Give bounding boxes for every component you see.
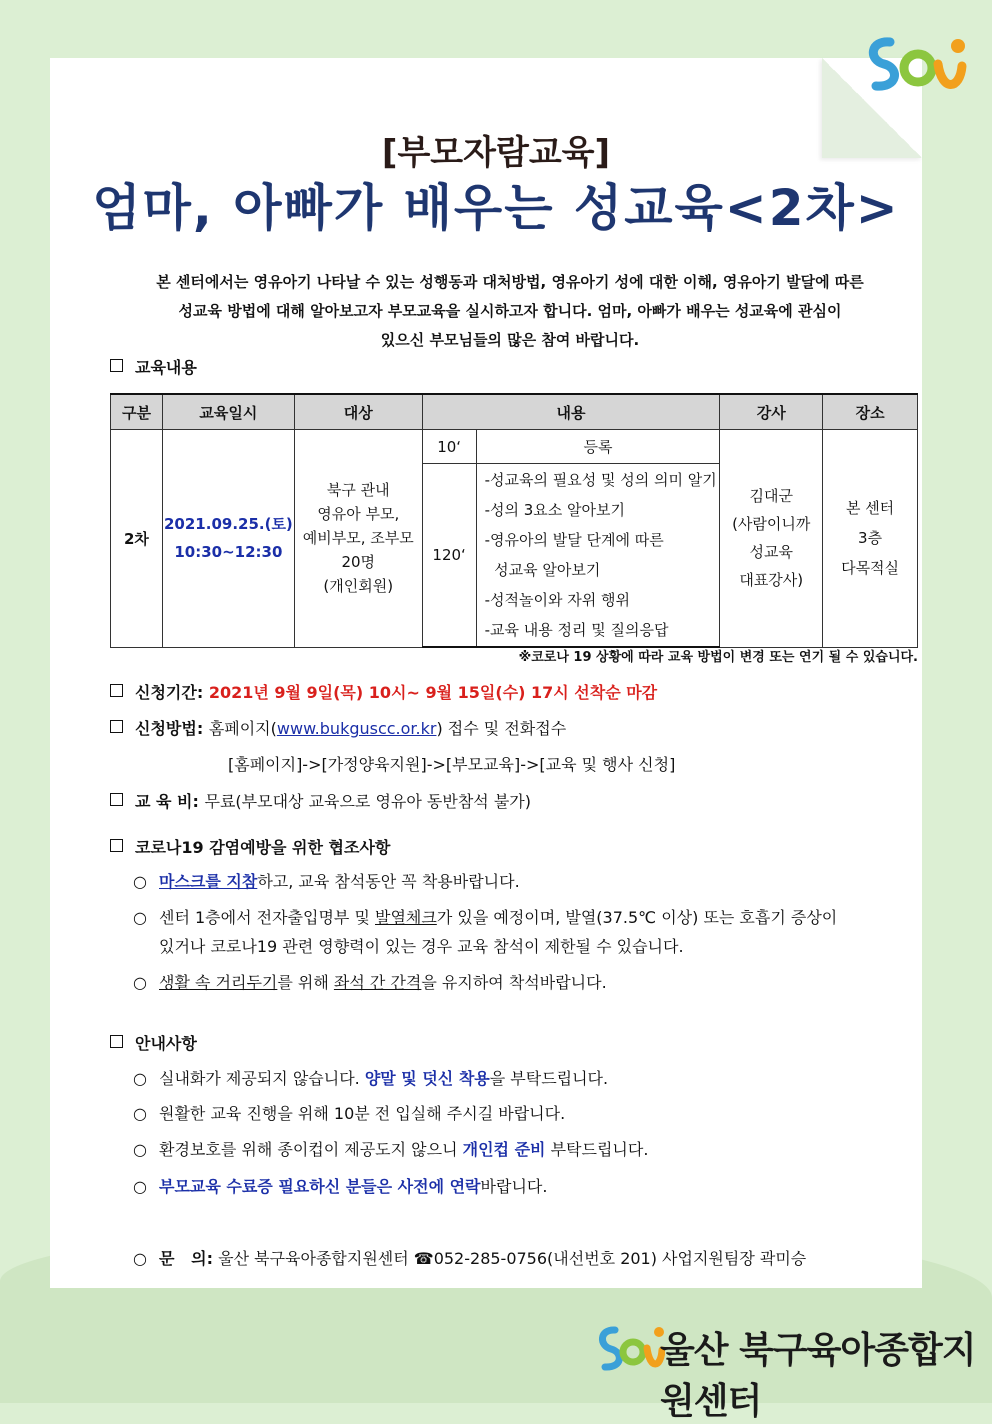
list-item: ○ 생활 속 거리두기를 위해 좌석 간 간격을 유지하여 착석바랍니다.	[133, 973, 607, 992]
checkbox-square-icon	[110, 359, 123, 372]
duration-cell: 10‘	[422, 430, 476, 464]
table-header-row	[111, 394, 918, 430]
homepage-link[interactable]: www.bukguscc.or.kr	[276, 719, 437, 738]
footer-logo-text: 울산 북구육아종합지원센터	[660, 1330, 976, 1422]
title-bracket: [부모자람교육]	[381, 133, 611, 173]
table-row	[111, 430, 918, 464]
apply-method: 신청방법: 홈페이지(www.bukguscc.or.kr) 접수 및 전화접수	[110, 716, 566, 739]
schedule-table	[110, 393, 918, 648]
footer-logo-icon	[595, 1320, 665, 1380]
contact-info: ○ 문 의: 울산 북구육아종합지원센터 ☎052-285-0756(내선번호 201) 사업지원팀장 곽미승	[133, 1249, 807, 1268]
checkbox-square-icon	[110, 684, 123, 697]
apply-period-value: 2021년 9월 9일(목) 10시~ 9월 15일(수) 17시 선착순 마감	[208, 683, 658, 702]
date-cell: 2021.09.25.(토) 10:30~12:30	[162, 430, 294, 648]
list-item: ○ 원활한 교육 진행을 위해 10분 전 입실해 주시길 바랍니다.	[133, 1104, 566, 1123]
round-cell: 2차	[111, 430, 163, 648]
content-cell: -성교육의 필요성 및 성의 의미 알기 -성의 3요소 알아보기 -영유아의 발달 단계에 따른 성교육 알아보기 -성적놀이와 자위 행위 -교육 내용 정리 및 질의응답	[476, 464, 720, 648]
intro-text	[100, 268, 920, 355]
apply-path: [홈페이지]->[가정양육지원]->[부모교육]->[교육 및 행사 신청]	[228, 755, 676, 774]
place-cell: 본 센터 3층 다목적실	[823, 430, 918, 648]
checkbox-square-icon	[110, 1035, 123, 1048]
checkbox-square-icon	[110, 793, 123, 806]
header-cell: 대상	[294, 394, 422, 430]
target-cell: 북구 관내 영유아 부모, 예비부모, 조부모 20명 (개인회원)	[294, 430, 422, 648]
header-cell: 교육일시	[162, 394, 294, 430]
list-item: ○ 실내화가 제공되지 않습니다. 양말 및 덧신 착용을 부탁드립니다.	[133, 1069, 609, 1088]
header-cell: 장소	[823, 394, 918, 430]
header-cell: 내용	[422, 394, 720, 430]
center-logo-icon	[860, 30, 970, 105]
list-item: ○ 센터 1층에서 전자출입명부 및 발열체크가 있을 예정이며, 발열(37.5℃ 이상) 또는 호흡기 증상이 있거나 코로나19 관련 영향력이 있는 경우 교육 참석이 제한될 수 있습니다.	[133, 908, 838, 956]
list-item: ○ 부모교육 수료증 필요하신 분들은 사전에 연락바랍니다.	[133, 1177, 548, 1196]
duration-cell: 120‘	[422, 464, 476, 648]
intro-line: 본 센터에서는 영유아기 나타날 수 있는 성행동과 대처방법, 영유아기 성에 대한 이해, 영유아기 발달에 따른	[156, 273, 864, 291]
checkbox-square-icon	[110, 839, 123, 852]
lecturer-cell: 김대군 (사람이니까 성교육 대표강사)	[720, 430, 823, 648]
list-item: ○ 마스크를 지참하고, 교육 참석동안 꼭 착용바랍니다.	[133, 872, 520, 891]
content-cell: 등록	[476, 430, 720, 464]
apply-period: 신청기간: 2021년 9월 9일(목) 10시~ 9월 15일(수) 17시 선착순 마감	[110, 680, 657, 703]
section-content-heading: 교육내용	[110, 355, 197, 378]
intro-line: 있으신 부모님들의 많은 참여 바랍니다.	[380, 331, 640, 349]
checkbox-square-icon	[110, 720, 123, 733]
header-cell: 강사	[720, 394, 823, 430]
fee: 교 육 비: 무료(부모대상 교육으로 영유아 동반참석 불가)	[110, 789, 531, 812]
covid-heading: 코로나19 감염예방을 위한 협조사항	[110, 835, 390, 858]
header-cell: 구분	[111, 394, 163, 430]
covid-note: ※코로나 19 상황에 따라 교육 방법이 변경 또는 연기 될 수 있습니다.	[518, 650, 918, 665]
page-title: 엄마, 아빠가 배우는 성교육<2차>	[92, 179, 900, 237]
intro-line: 성교육 방법에 대해 알아보고자 부모교육을 실시하고자 합니다. 엄마, 아빠가 배우는 성교육에 관심이	[178, 302, 842, 320]
notice-heading: 안내사항	[110, 1031, 197, 1054]
list-item: ○ 환경보호를 위해 종이컵이 제공도지 않으니 개인컵 준비 부탁드립니다.	[133, 1140, 649, 1159]
